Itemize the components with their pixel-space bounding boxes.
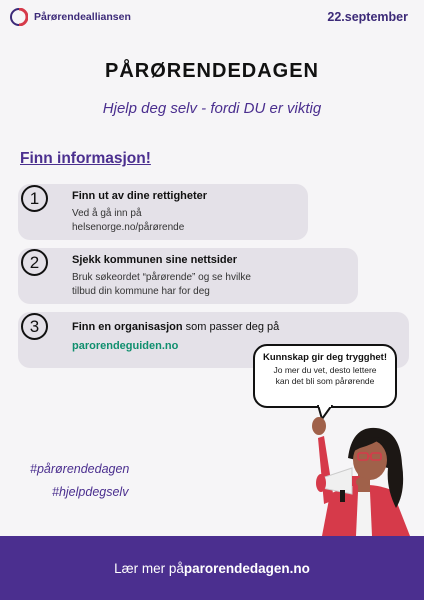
- step-text-1: [72, 207, 352, 235]
- bubble-title: Kunnskap gir deg trygghet!: [262, 352, 388, 363]
- step-2-line-2: tilbud din kommune har for deg: [72, 286, 210, 297]
- step-card-2: [18, 248, 358, 304]
- footer-link[interactable]: parorendedagen.no: [183, 560, 310, 576]
- hashtag-1: #pårørendedagen: [30, 462, 130, 476]
- step-1-line-2[interactable]: helsenorge.no/pårørende: [72, 222, 185, 233]
- step-number-3: 3: [21, 313, 48, 340]
- page-title: PÅRØRENDEDAGEN: [104, 60, 320, 82]
- event-date: 22.september: [327, 10, 408, 24]
- step-title-1: Finn ut av dine rettigheter: [72, 190, 208, 202]
- step-text-2: [72, 271, 352, 299]
- speech-bubble: [253, 344, 397, 408]
- bubble-line-1: Jo mer du vet, desto lettere: [273, 365, 377, 375]
- woman-with-megaphone-illustration: [300, 408, 424, 536]
- footer-banner: [0, 536, 424, 600]
- step-3-title-rest: som passer deg på: [182, 321, 280, 333]
- bubble-text: [261, 365, 389, 387]
- footer-text: Lær mer på: [114, 560, 184, 576]
- step-3-title-bold: Finn en organisasjon: [72, 321, 183, 333]
- bubble-line-2: kan det bli som pårørende: [275, 376, 375, 386]
- step-number-1: 1: [21, 185, 48, 212]
- step-2-line-1: Bruk søkeordet “pårørende” og se hvilke: [72, 272, 251, 283]
- step-card-1: [18, 184, 308, 240]
- page-subtitle: Hjelp deg selv - fordi DU er viktig: [102, 100, 322, 117]
- step-title-3: [72, 321, 279, 333]
- hashtag-2: #hjelpdegselv: [52, 485, 129, 499]
- section-heading: Finn informasjon!: [20, 150, 151, 167]
- step-number-2: 2: [21, 249, 48, 276]
- step-1-line-1: Ved å gå inn på: [72, 208, 142, 219]
- logo-text: Pårørendealliansen: [34, 11, 131, 23]
- logo-mark-icon: [10, 8, 28, 26]
- brand-logo[interactable]: [10, 8, 131, 26]
- guide-link[interactable]: parorendeguiden.no: [72, 340, 179, 352]
- step-title-2: Sjekk kommunen sine nettsider: [72, 254, 238, 266]
